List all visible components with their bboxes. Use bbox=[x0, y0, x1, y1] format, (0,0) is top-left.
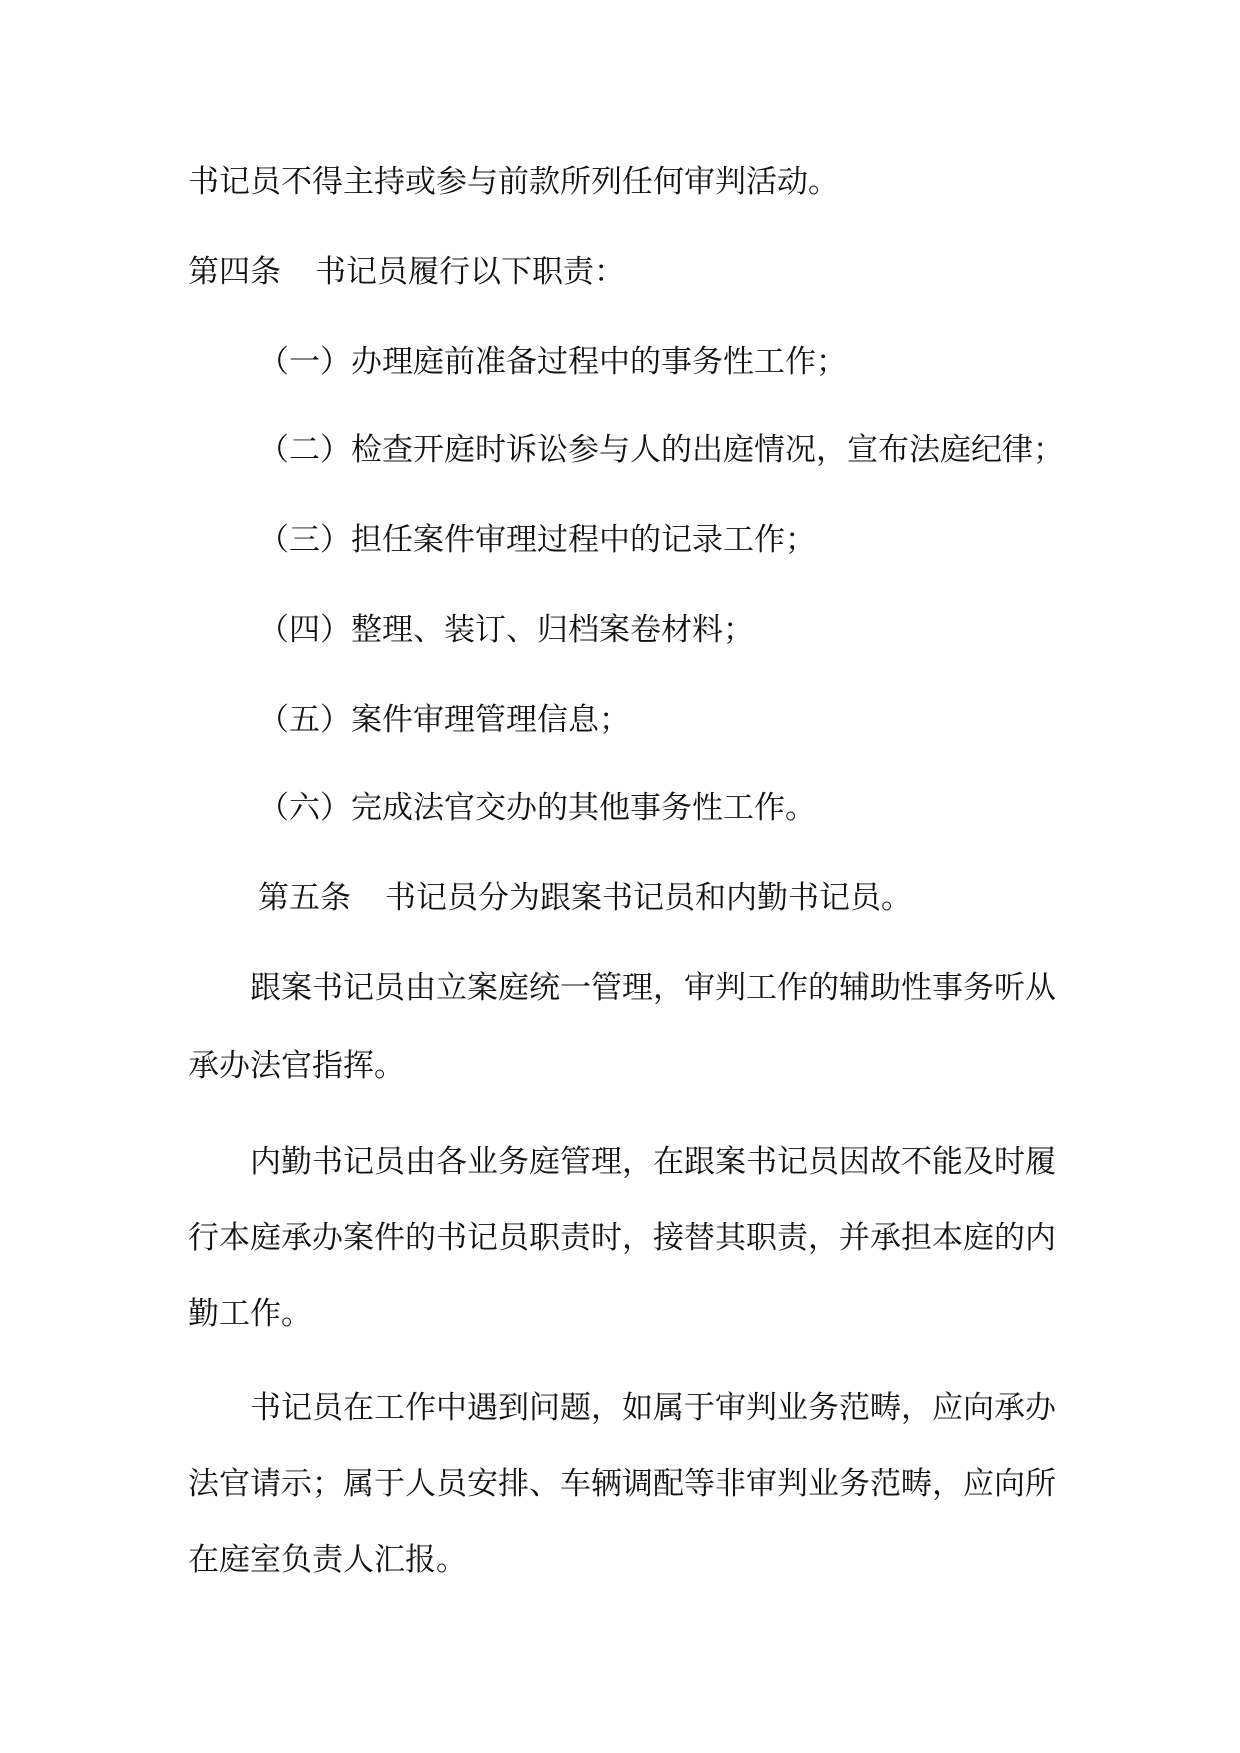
duty-item-5: （五）案件审理管理信息； bbox=[258, 702, 630, 738]
article-5-label: 第五条 bbox=[258, 880, 351, 916]
paragraph-line-6: 勤工作。 bbox=[188, 1296, 312, 1332]
article-4-text: 书记员履行以下职责： bbox=[315, 254, 625, 290]
paragraph-line-9: 在庭室负责人汇报。 bbox=[188, 1542, 467, 1578]
duty-item-1: （一）办理庭前准备过程中的事务性工作； bbox=[258, 344, 847, 380]
duty-item-4: （四）整理、装订、归档案卷材料； bbox=[258, 612, 754, 648]
article-5-text: 书记员分为跟案书记员和内勤书记员。 bbox=[385, 880, 912, 916]
paragraph-line-4: 内勤书记员由各业务庭管理，在跟案书记员因故不能及时履 bbox=[250, 1144, 1056, 1180]
duty-item-6: （六）完成法官交办的其他事务性工作。 bbox=[258, 790, 816, 826]
duty-item-2: （二）检查开庭时诉讼参与人的出庭情况，宣布法庭纪律； bbox=[258, 432, 1064, 468]
duty-item-3: （三）担任案件审理过程中的记录工作； bbox=[258, 522, 816, 558]
article-4-heading-line bbox=[188, 252, 625, 292]
paragraph-line-7: 书记员在工作中遇到问题，如属于审判业务范畴，应向承办 bbox=[250, 1390, 1056, 1426]
article-4-label: 第四条 bbox=[188, 254, 281, 290]
paragraph-line-5: 行本庭承办案件的书记员职责时，接替其职责，并承担本庭的内 bbox=[188, 1220, 1056, 1256]
paragraph-line-3: 承办法官指挥。 bbox=[188, 1048, 405, 1084]
paragraph-line-8: 法官请示；属于人员安排、车辆调配等非审判业务范畴，应向所 bbox=[188, 1466, 1056, 1502]
paragraph-line-1: 书记员不得主持或参与前款所列任何审判活动。 bbox=[188, 164, 839, 200]
article-5-heading-line bbox=[258, 878, 912, 918]
paragraph-line-2: 跟案书记员由立案庭统一管理，审判工作的辅助性事务听从 bbox=[250, 970, 1056, 1006]
